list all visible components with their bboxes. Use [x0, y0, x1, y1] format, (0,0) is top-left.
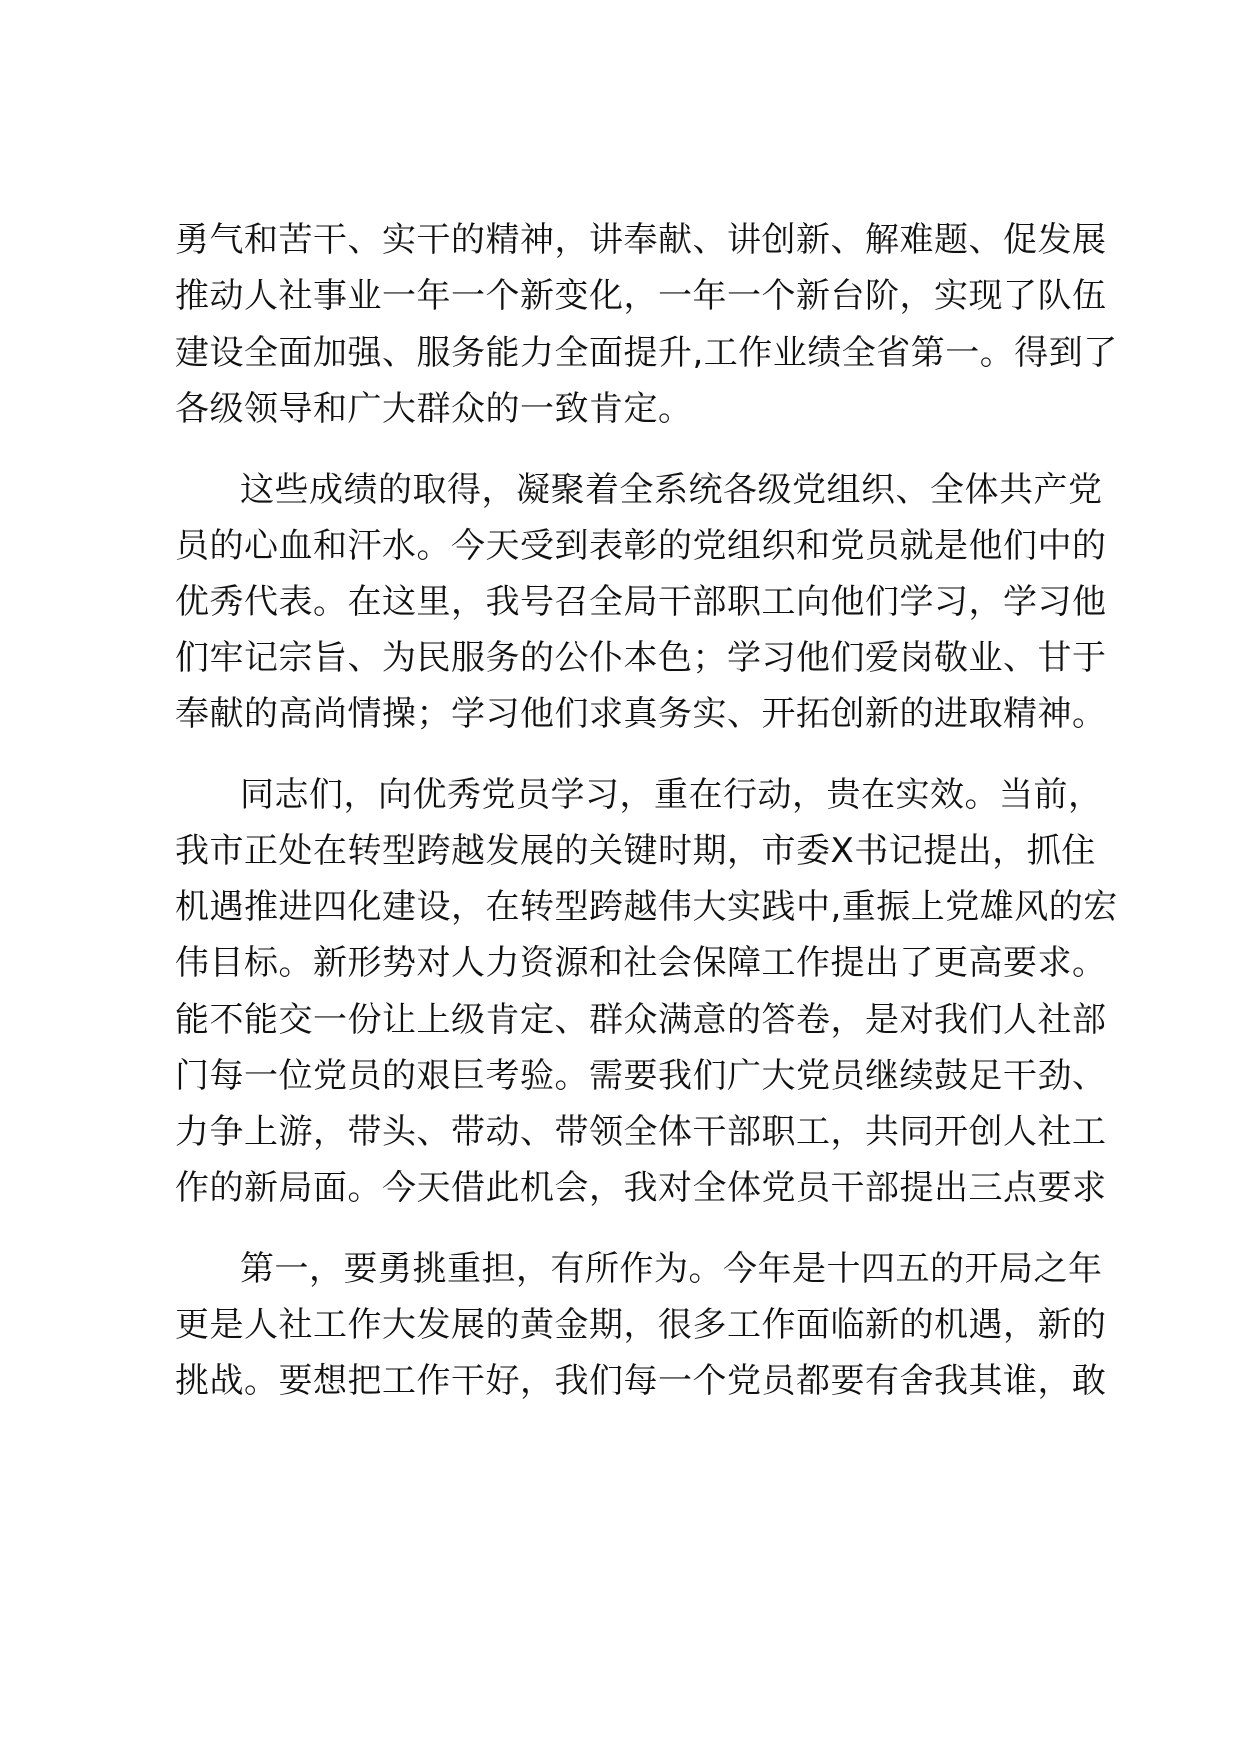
paragraph-4-line-1: 第一，要勇挑重担，有所作为。今年是十四五的开局之年 — [240, 1249, 1103, 1289]
paragraph-2-line-2: 员的心血和汗水。今天受到表彰的党组织和党员就是他们中的 — [175, 526, 1107, 566]
paragraph-2-line-1: 这些成绩的取得，凝聚着全系统各级党组织、全体共产党 — [240, 470, 1103, 510]
paragraph-3-line-2: 我市正处在转型跨越发展的关键时期，市委X书记提出，抓住 — [175, 831, 1096, 871]
paragraph-2-line-3: 优秀代表。在这里，我号召全局干部职工向他们学习，学习他 — [175, 582, 1107, 622]
paragraph-1-line-3: 建设全面加强、服务能力全面提升,工作业绩全省第一。得到了 — [175, 333, 1118, 373]
paragraph-1-line-2: 推动人社事业一年一个新变化，一年一个新台阶，实现了队伍 — [175, 276, 1107, 316]
paragraph-2-line-4: 们牢记宗旨、为民服务的公仆本色；学习他们爱岗敬业、甘于 — [175, 638, 1107, 678]
paragraph-4-line-2: 更是人社工作大发展的黄金期，很多工作面临新的机遇，新的 — [175, 1305, 1107, 1345]
paragraph-3-line-6: 门每一位党员的艰巨考验。需要我们广大党员继续鼓足干劲、 — [175, 1056, 1107, 1096]
paragraph-1-line-4: 各级领导和广大群众的一致肯定。 — [175, 389, 693, 429]
paragraph-2-line-5: 奉献的高尚情操；学习他们求真务实、开拓创新的进取精神。 — [175, 694, 1107, 734]
paragraph-3-line-5: 能不能交一份让上级肯定、群众满意的答卷，是对我们人社部 — [175, 1000, 1107, 1040]
paragraph-3-line-8: 作的新局面。今天借此机会，我对全体党员干部提出三点要求 — [175, 1168, 1107, 1208]
paragraph-1-line-1: 勇气和苦干、实干的精神，讲奉献、讲创新、解难题、促发展 — [175, 220, 1107, 260]
paragraph-3-line-3: 机遇推进四化建设，在转型跨越伟大实践中,重振上党雄风的宏 — [175, 887, 1118, 927]
paragraph-4-line-3: 挑战。要想把工作干好，我们每一个党员都要有舍我其谁，敢 — [175, 1361, 1107, 1401]
paragraph-3-line-4: 伟目标。新形势对人力资源和社会保障工作提出了更高要求。 — [175, 943, 1107, 983]
paragraph-3-line-7: 力争上游，带头、带动、带领全体干部职工，共同开创人社工 — [175, 1112, 1107, 1152]
paragraph-3-line-1: 同志们，向优秀党员学习，重在行动，贵在实效。当前， — [240, 775, 1103, 815]
